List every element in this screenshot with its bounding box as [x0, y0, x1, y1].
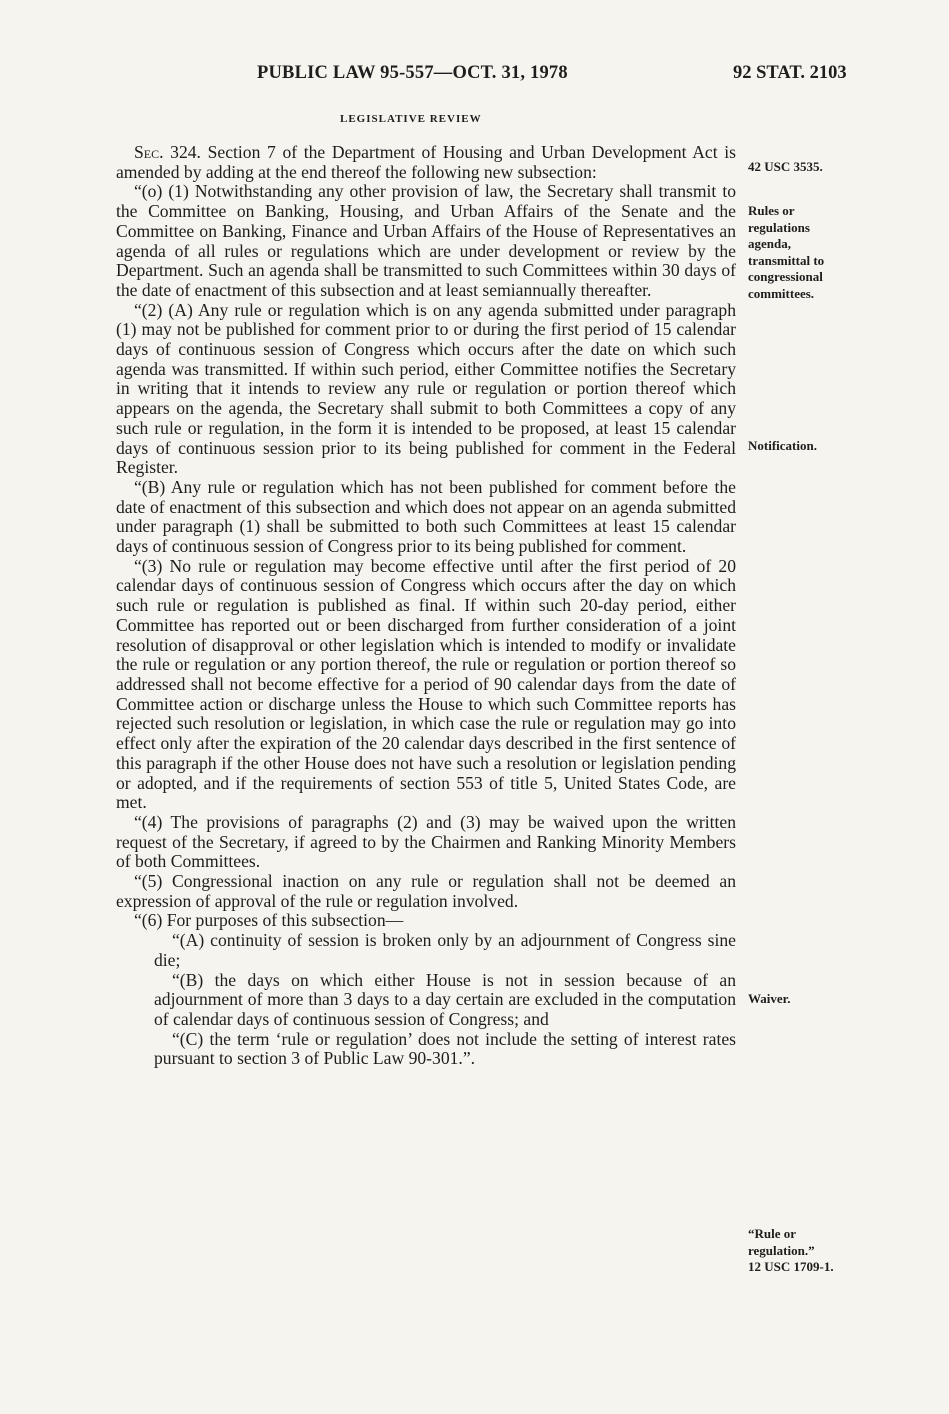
page-header-stat: 92 STAT. 2103 — [733, 63, 847, 83]
paragraph-2-b: “(B) Any rule or regulation which has not been published for comment before the date of enactment of this subsection and which does not appear on an agenda submitted under paragraph (1) shall be submitted to both such Committees at least 15 calendar days of continuous session of Congress prior to its being published for comment. — [116, 476, 736, 557]
sec-label: Sec. — [134, 142, 164, 162]
paragraph-6: “(6) For purposes of this subsection— — [134, 910, 404, 931]
section-heading: LEGISLATIVE REVIEW — [340, 113, 482, 125]
page-header-title: PUBLIC LAW 95-557—OCT. 31, 1978 — [257, 63, 568, 83]
section-324-text: 324. Section 7 of the Department of Housing and Urban Development Act is amended by adding at the end thereof the following new subsection: — [116, 142, 736, 182]
paragraph-6-a: “(A) continuity of session is broken only by an adjournment of Congress sine die; — [154, 930, 736, 970]
margin-note-notification: Notification. — [748, 438, 817, 453]
paragraph-o-1: “(o) (1) Notwithstanding any other provision of law, the Secretary shall transmit to the Committee on Banking, Housing, and Urban Affairs of the Senate and the Committee on Banking, Finance and Urban Affairs of the House of Representatives an agenda of all rules or regulations which are under development or review by the Department. Such an agenda shall be transmitted to such Committees within 30 days of the date of enactment of this subsection and at least semiannually thereafter. — [116, 181, 736, 300]
section-324-intro — [116, 143, 736, 182]
statute-body — [116, 143, 736, 1069]
paragraph-3: “(3) No rule or regulation may become effective until after the first period of 20 calendar days of continuous session of Congress which occurs after the day on which such rule or regulation is published as final. If within such 20-day period, either Committee has reported out or been discharged from further consideration of a joint resolution of disapproval or other legislation which is intended to modify or invalidate the rule or regulation or any portion thereof, the rule or regulation or portion thereof so addressed shall not become effective for a period of 90 calendar days from the date of Committee action or discharge unless the House to which such Committee reports has rejected such resolution or legislation, in which case the rule or regulation may go into effect only after the expiration of the 20 calendar days described in the first sentence of this paragraph if the other House does not have such a resolution or legislation pending or adopted, and if the requirements of section 553 of title 5, United States Code, are met. — [116, 555, 736, 813]
paragraph-6-c: “(C) the term ‘rule or regulation’ does not include the setting of interest rates pursuant to section 3 of Public Law 90-301.”. — [154, 1028, 736, 1069]
margin-note-rule-definition: “Rule or regulation.” 12 USC 1709-1. — [748, 1226, 834, 1274]
paragraph-6-b: “(B) the days on which either House is not in session because of an adjournment of more than 3 days to a day certain are excluded in the computation of calendar days of continuous session of Congress; and — [154, 969, 736, 1029]
paragraph-4: “(4) The provisions of paragraphs (2) and (3) may be waived upon the written request of the Secretary, if agreed to by the Chairmen and Ranking Minority Members of both Committees. — [116, 811, 736, 872]
margin-note-rules-agenda: Rules or regulations agenda, transmittal to congressional committees. — [748, 203, 825, 301]
paragraph-5: “(5) Congressional inaction on any rule or regulation shall not be deemed an expression of approval of the rule or regulation involved. — [116, 871, 736, 911]
margin-note-usc-3535: 42 USC 3535. — [748, 159, 823, 174]
paragraph-2-a: “(2) (A) Any rule or regulation which is on any agenda submitted under paragraph (1) may not be published for comment prior to or during the first period of 15 calendar days of continuous session of Congress which occurs after the date on which such agenda was transmitted. If within such period, either Committee notifies the Secretary in writing that it intends to review any rule or regulation or portion thereof which appears on the agenda, the Secretary shall submit to both Committees a copy of any such rule or regulation, in the form it is intended to be proposed, at least 15 calendar days of continuous session prior to its being published for comment in the Federal Register. — [116, 299, 736, 478]
margin-note-waiver: Waiver. — [748, 991, 791, 1006]
